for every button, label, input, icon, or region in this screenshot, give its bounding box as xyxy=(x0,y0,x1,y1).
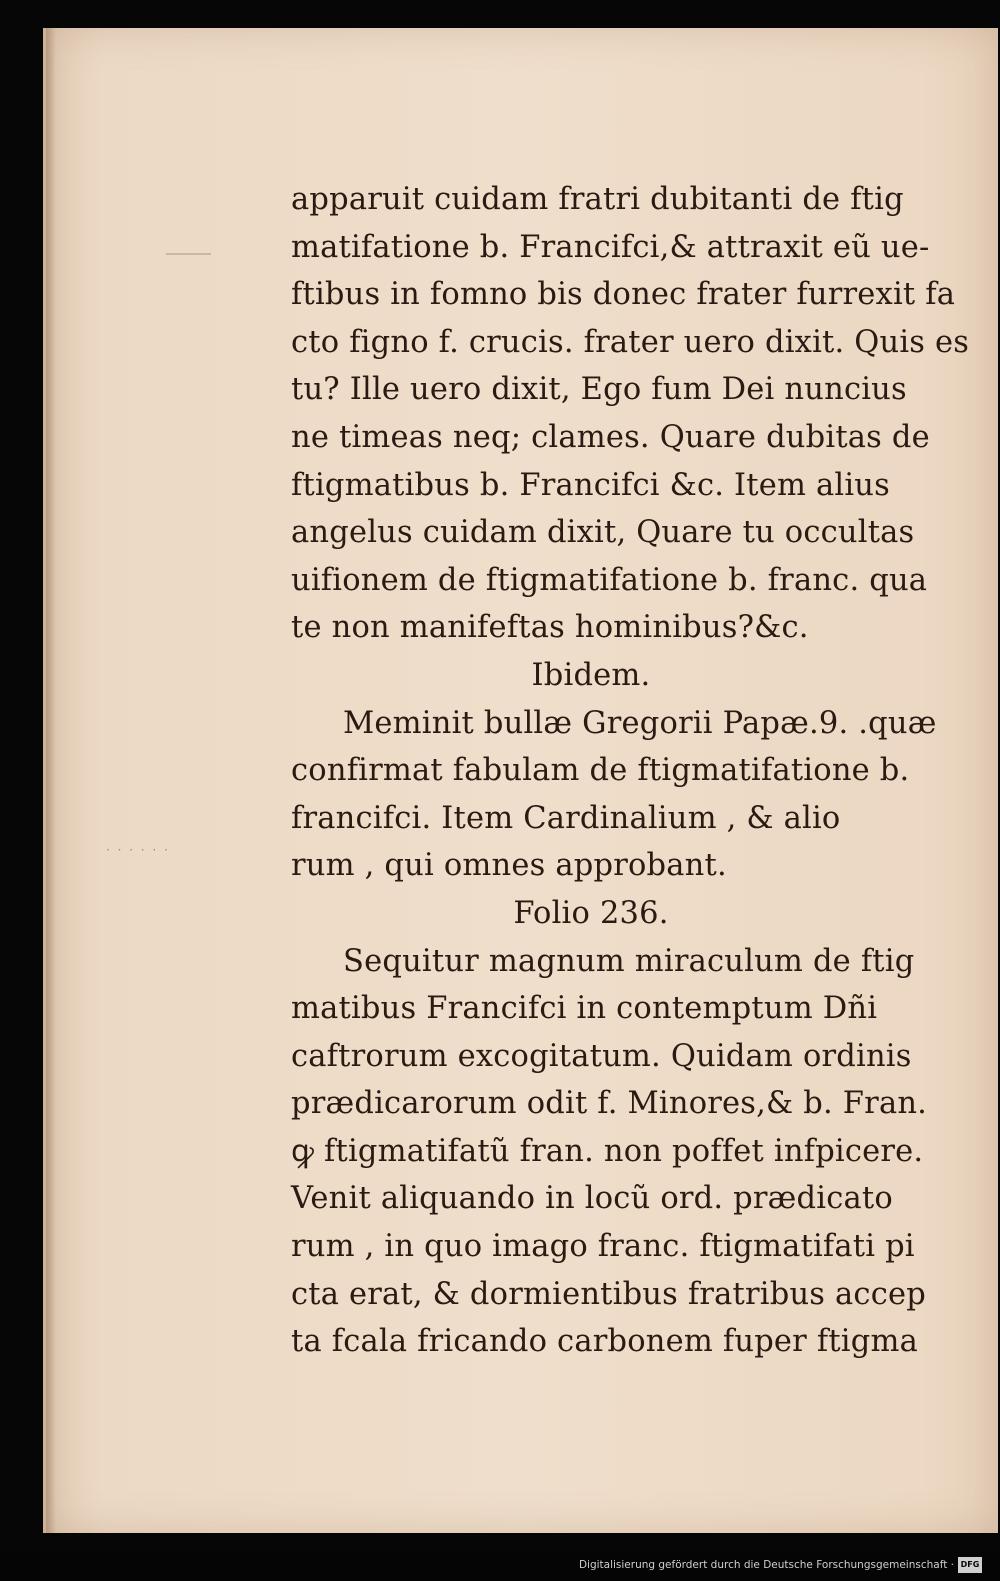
text-line: confirmat fabulam de ftigmatifatione b. xyxy=(291,753,910,789)
book-page xyxy=(43,28,998,1533)
text-line: ta fcala fricando carbonem fuper ftigma xyxy=(291,1324,918,1360)
text-line: uifionem de ftigmatifatione b. franc. qua xyxy=(291,562,928,598)
text-line: cta erat, & dormientibus fratribus accep xyxy=(291,1276,926,1312)
text-line: cto figno f. crucis. frater uero dixit. Quis es xyxy=(291,324,970,360)
text-line: matibus Francifci in contemptum Dñi xyxy=(291,991,878,1027)
text-line: ne timeas neq; clames. Quare dubitas de xyxy=(291,419,930,455)
text-line: Venit aliquando in locũ ord. prædicato xyxy=(291,1181,893,1217)
margin-dash xyxy=(166,253,211,255)
page-gutter-shadow xyxy=(46,28,56,1533)
text-line: francifci. Item Cardinalium , & alio xyxy=(291,800,841,836)
margin-marking: · · · · · · xyxy=(106,843,170,857)
text-line: angelus cuidam dixit, Quare tu occultas xyxy=(291,515,915,551)
text-line: rum , qui omnes approbant. xyxy=(291,848,727,884)
text-line: ftibus in fomno bis donec frater furrexit fa xyxy=(291,277,956,313)
section-heading: Folio 236. xyxy=(513,895,669,931)
text-line: tu? Ille uero dixit, Ego fum Dei nuncius xyxy=(291,372,907,408)
text-line: ftigmatibus b. Francifci &c. Item alius xyxy=(291,467,890,503)
page-text xyxy=(291,176,971,1366)
funding-credit: Digitalisierung gefördert durch die Deutsche Forschungsgemeinschaft · xyxy=(578,1559,954,1571)
section-heading: Ibidem. xyxy=(531,657,651,693)
text-line: apparuit cuidam fratri dubitanti de ftig xyxy=(291,182,904,217)
text-line: rum , in quo imago franc. ftigmatifati pi xyxy=(291,1229,915,1265)
digitization-footer xyxy=(0,1551,1000,1581)
text-line: te non manifeftas hominibus?&c. xyxy=(291,610,809,646)
dfg-logo-icon: DFG xyxy=(958,1557,982,1573)
text-line: matifatione b. Francifci,& attraxit eũ ue- xyxy=(291,229,930,265)
text-line: Meminit bullæ Gregorii Papæ.9. .quæ xyxy=(343,705,937,741)
text-line: Sequitur magnum miraculum de ftig xyxy=(343,943,915,979)
text-line: ꝙ ftigmatifatũ fran. non poffet infpicere. xyxy=(291,1133,924,1169)
text-line: caftrorum excogitatum. Quidam ordinis xyxy=(291,1038,912,1074)
text-line: prædicarorum odit f. Minores,& b. Fran. xyxy=(291,1086,928,1122)
